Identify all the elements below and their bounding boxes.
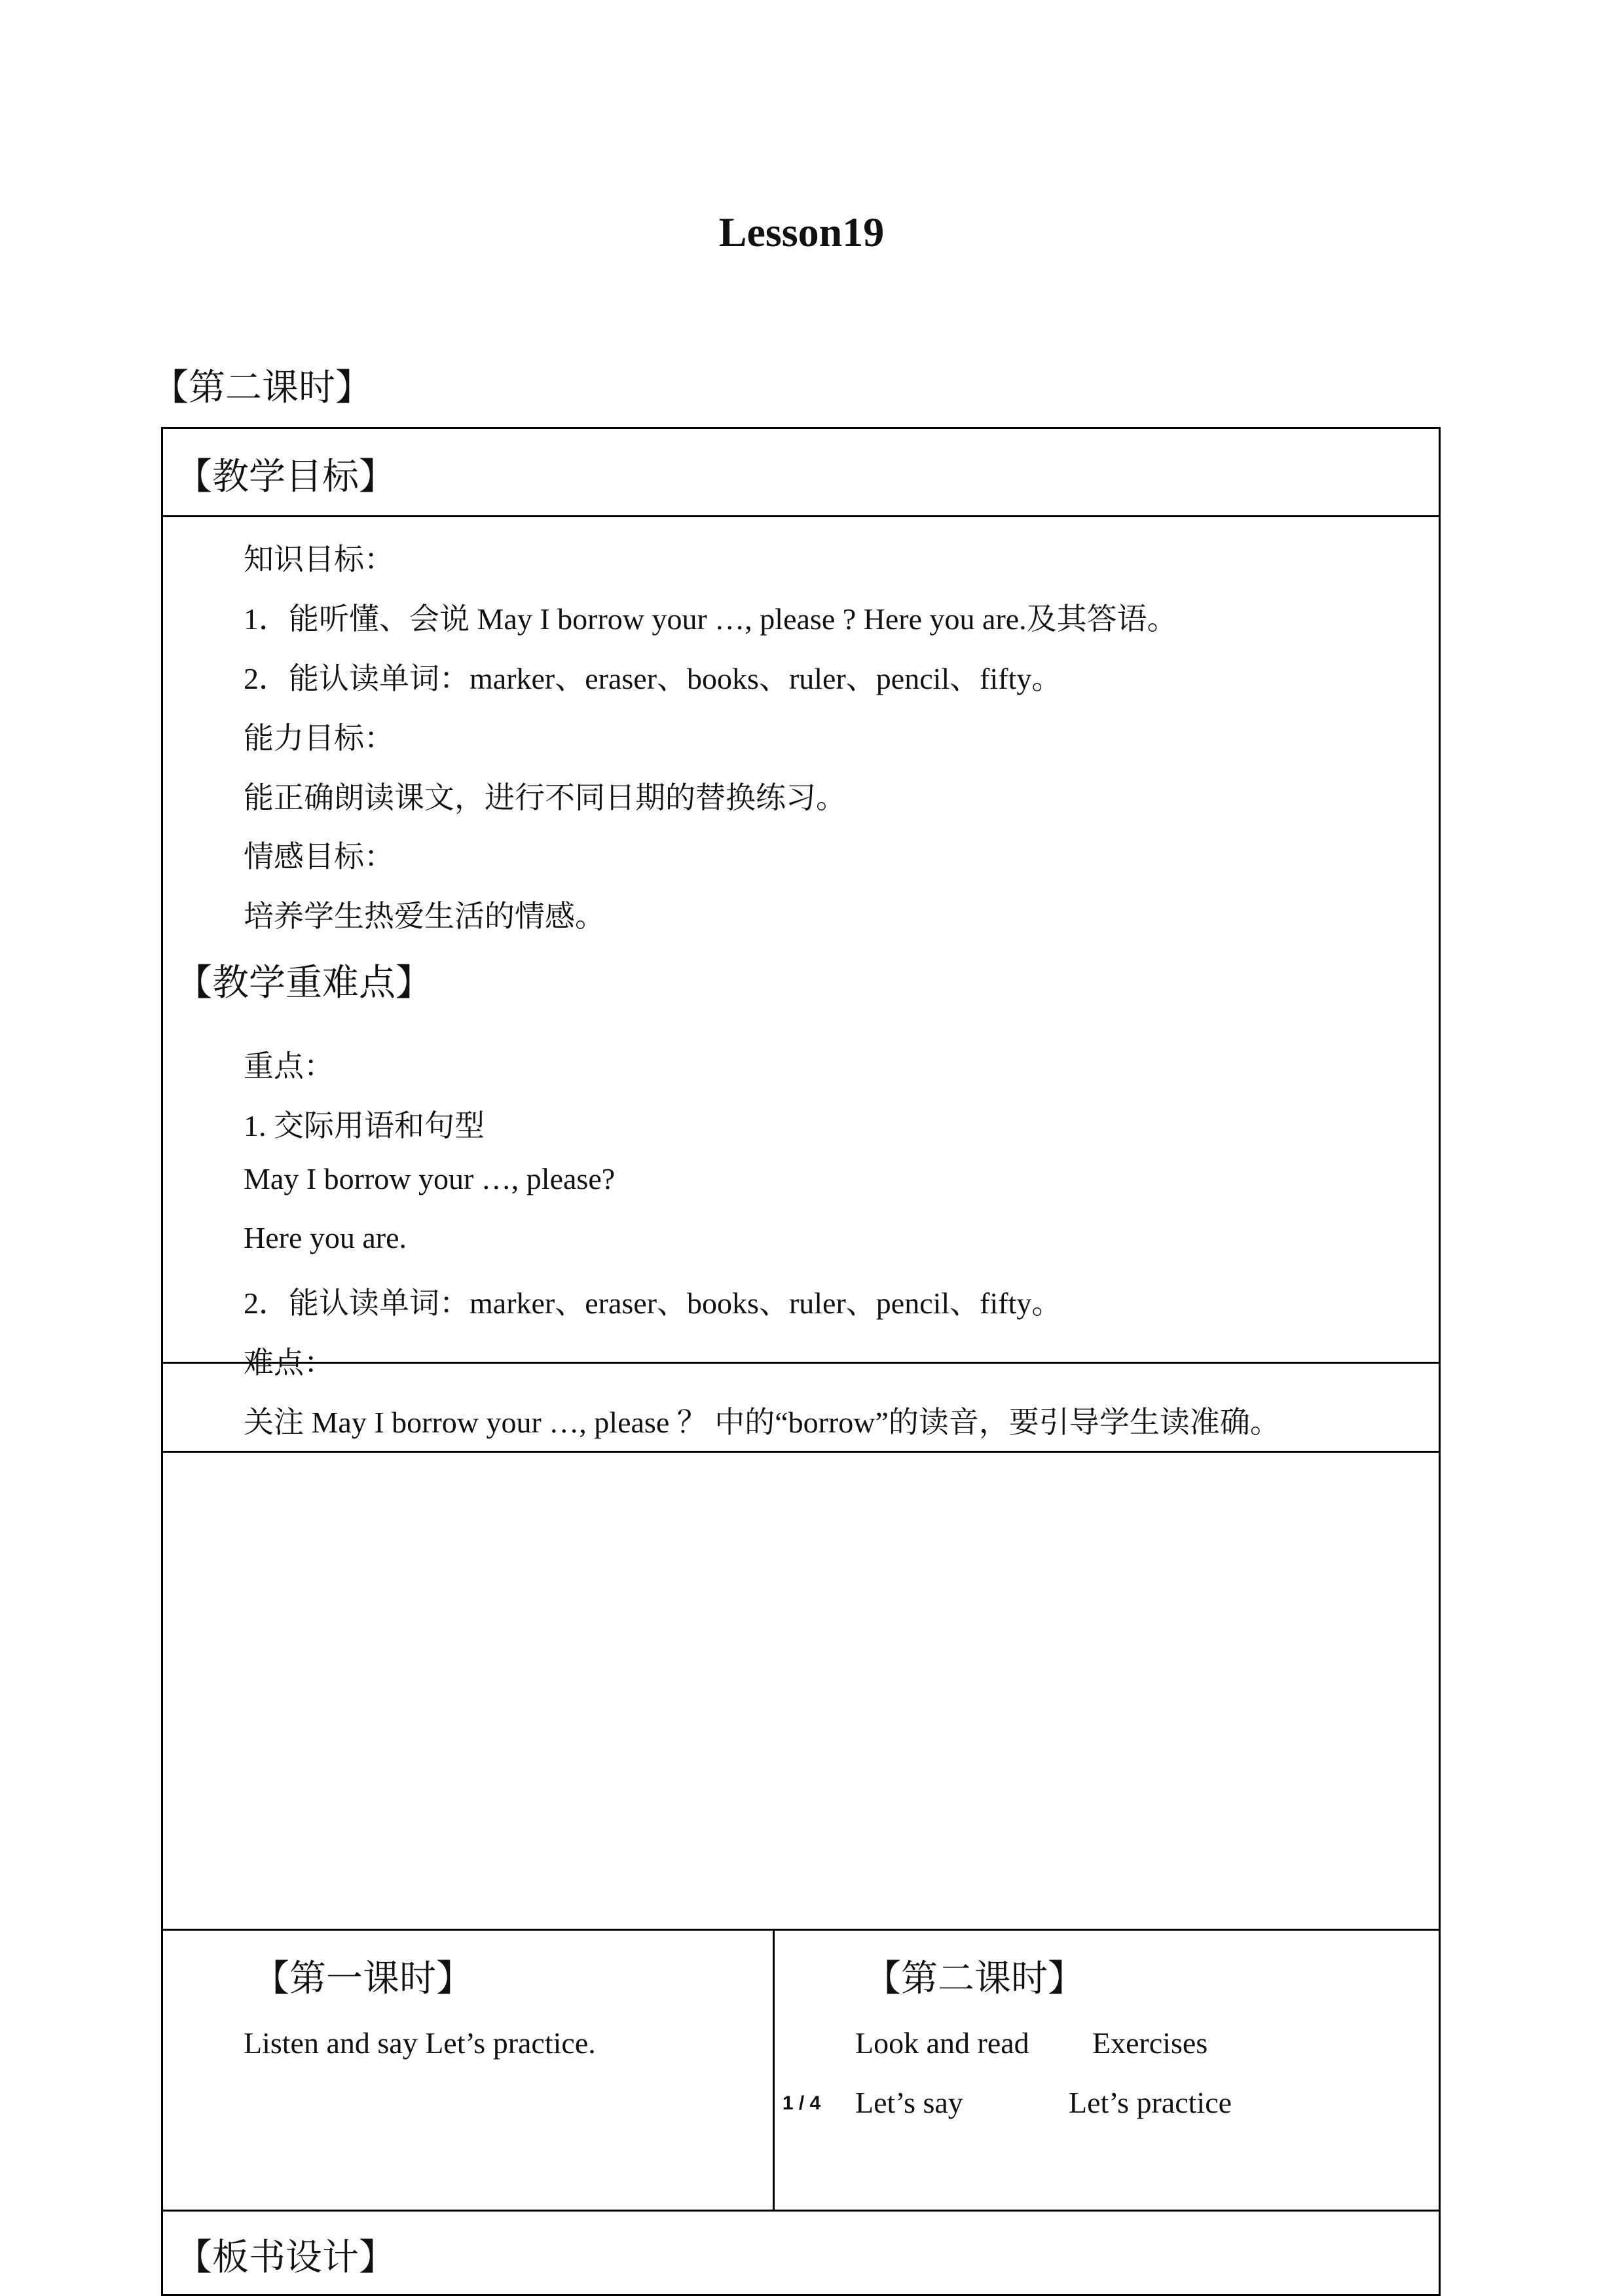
objectives-line: 知识目标： [244, 543, 394, 576]
table-divider [161, 515, 1441, 517]
first-period-heading: 【第一课时】 [253, 1958, 473, 2000]
document-title: Lesson19 [718, 209, 885, 255]
key-points-line: 难点： [244, 1346, 334, 1379]
objectives-line: 能正确朗读课文，进行不同日期的替换练习。 [244, 781, 846, 814]
second-period-heading: 【第二课时】 [864, 1958, 1084, 2000]
table-border-left [161, 427, 163, 2296]
second-period-item: Exercises [1092, 2026, 1208, 2060]
key-points-line: 重点： [244, 1049, 334, 1083]
objectives-line: 2．能认读单词：marker、eraser、books、ruler、pencil、fifty。 [244, 662, 1062, 695]
key-points-heading: 【教学重难点】 [175, 962, 432, 1004]
table-divider [161, 1362, 1441, 1364]
key-points-line: Here you are. [244, 1221, 407, 1254]
key-points-line: 2．能认读单词：marker、eraser、books、ruler、pencil、fifty。 [244, 1286, 1062, 1320]
objectives-line: 1．能听懂、会说 May I borrow your …, please ? Here you are.及其答语。 [244, 602, 1177, 636]
key-points-line: May I borrow your …, please? [244, 1162, 616, 1195]
table-border-right [1439, 427, 1441, 2296]
first-period-line: Listen and say Let’s practice. [244, 2026, 596, 2060]
second-period-item: Let’s practice [1069, 2086, 1232, 2119]
table-divider [161, 1929, 1441, 1931]
key-points-line: 1. 交际用语和句型 [244, 1109, 485, 1142]
page-number: 1 / 4 [782, 2092, 821, 2114]
table-border-top [161, 427, 1441, 429]
table-divider [161, 2210, 1441, 2212]
table-column-divider [773, 1929, 775, 2210]
objectives-line: 培养学生热爱生活的情感。 [244, 900, 605, 933]
section-label: 【第二课时】 [152, 367, 372, 409]
objectives-line: 能力目标： [244, 721, 394, 755]
second-period-item: Let’s say [855, 2086, 963, 2119]
objectives-line: 情感目标： [244, 840, 394, 873]
objectives-heading: 【教学目标】 [175, 456, 396, 498]
board-design-heading: 【板书设计】 [175, 2236, 396, 2279]
second-period-item: Look and read [855, 2026, 1029, 2060]
table-divider [161, 1451, 1441, 1453]
key-points-line: 关注 May I borrow your …, please ？ 中的“borrow”的读音，要引导学生读准确。 [244, 1406, 1280, 1439]
